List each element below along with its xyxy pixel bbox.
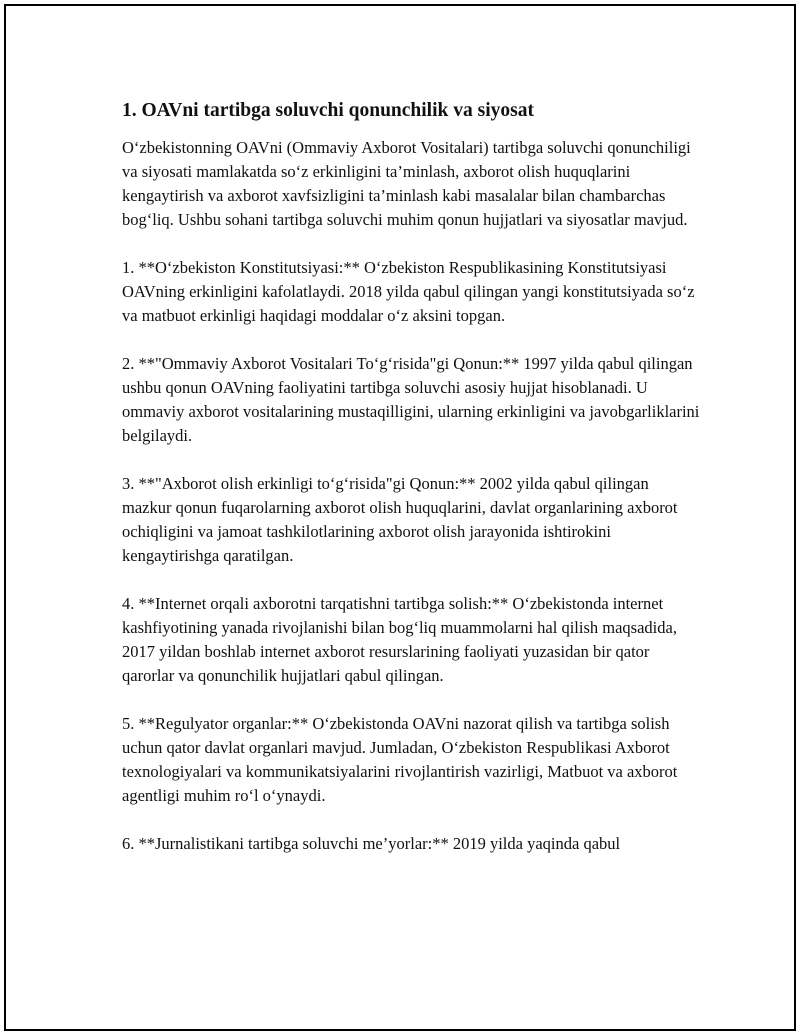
- list-item-regulatory-bodies: 5. **Regulyator organlar:** O‘zbekistonda OAVni nazorat qilish va tartibga solish uchun qator davlat organlari mavjud. Jumladan, O‘zbekiston Respublikasi Axborot texnologiyalari va kommunikatsiyalarini rivojlantirish vazirligi, Matbuot va axborot agentligi muhim ro‘l o‘ynaydi.: [122, 714, 678, 805]
- document-page: [4, 4, 796, 1031]
- section-heading: 1. OAVni tartibga soluvchi qonunchilik va siyosat: [122, 100, 534, 121]
- list-item-information-access-law: 3. **"Axborot olish erkinligi to‘g‘risida"gi Qonun:** 2002 yilda qabul qilingan mazkur qonun fuqarolarning axborot olish huquqlarini, davlat organlarining axborot ochiqligini va jamoat tashkilotlarining axborot olish jarayonida ishtirokini kengaytirishga qaratilgan.: [122, 474, 678, 565]
- intro-paragraph: O‘zbekistonning OAVni (Ommaviy Axborot Vositalari) tartibga soluvchi qonunchiligi va siyosati mamlakatda so‘z erkinligini ta’minlash, axborot olish huquqlarini kengaytirish va axborot xavfsizligini ta’minlash kabi masalalar bilan chambarchas bog‘liq. Ushbu sohani tartibga soluvchi muhim qonun hujjatlari va siyosatlar mavjud.: [122, 138, 691, 229]
- document-body: [122, 98, 702, 880]
- list-item-media-law: 2. **"Ommaviy Axborot Vositalari To‘g‘risida"gi Qonun:** 1997 yilda qabul qilingan ushbu qonun OAVning faoliyatini tartibga soluvchi asosiy hujjat hisoblanadi. U ommaviy axborot vositalarining mustaqilligini, ularning erkinligini va javobgarliklarini belgilaydi.: [122, 354, 700, 445]
- list-item-internet-regulation: 4. **Internet orqali axborotni tarqatishni tartibga solish:** O‘zbekistonda internet kashfiyotining yanada rivojlanishi bilan bog‘liq muammolarni hal qilish maqsadida, 2017 yildan boshlab internet axborot resurslarining faoliyati yuzasidan bir qator qarorlar va qonunchilik hujjatlari qabul qilingan.: [122, 594, 677, 685]
- list-item-journalism-norms: 6. **Jurnalistikani tartibga soluvchi me’yorlar:** 2019 yilda yaqinda qabul: [122, 834, 621, 853]
- list-item-constitution: 1. **O‘zbekiston Konstitutsiyasi:** O‘zbekiston Respublikasining Konstitutsiyasi OAVning erkinligini kafolatlaydi. 2018 yilda qabul qilingan yangi konstitutsiyada so‘z va matbuot erkinligi haqidagi moddalar o‘z aksini topgan.: [122, 258, 695, 325]
